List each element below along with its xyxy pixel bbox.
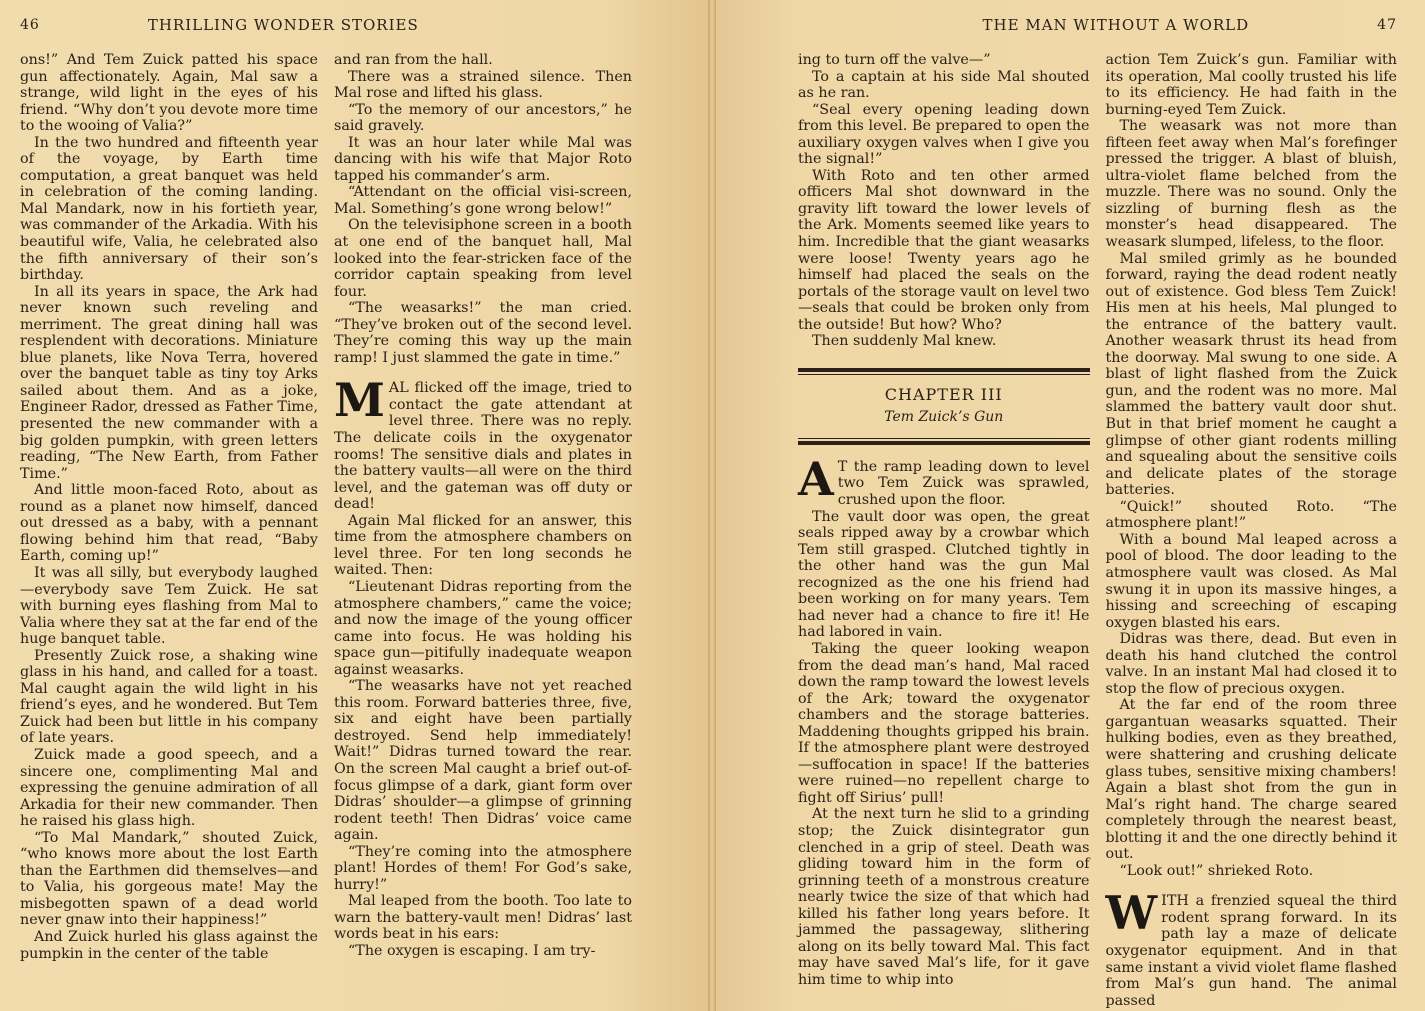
left-running-head [20,10,692,40]
dropcap-paragraph [1105,886,1398,1009]
paragraph: action Tem Zuick’s gun. Familiar with its operation, Mal coolly trusted his life to its efficiency. He had faith in the burning-eyed Tem Zuick. [1105,52,1397,118]
page-gutter [708,0,716,1011]
drop-cap-letter: M [334,373,385,428]
paragraph: Presently Zuick rose, a shaking wine glass in his hand, and called for a toast. Mal caught again the wild light in his friend’s eyes, and he wondered. But Tem Zuick had been but little in his company of late years. [20,647,318,747]
left-columns [20,52,692,962]
paragraph: Didras was there, dead. But even in death his hand clutched the control valve. In an instant Mal had closed it to stop the flow of precious oxygen. [1105,631,1397,697]
left-column-1 [20,52,318,962]
paragraph: It was all silly, but everybody laughed—everybody save Tem Zuick. He sat with burning eyes flashing from Mal to Valia where they sat at the far end of the huge banquet table. [20,564,318,648]
chapter-rule-bottom [798,438,1090,445]
dropcap-paragraph-text: AL flicked off the image, tried to contact the gate attendant at level three. There was no reply. The delicate coils in the oxygenator rooms! The sensitive dials and plates in the battery vaults—all were on the third level, and the gateman was off duty or dead! [334,380,632,513]
paragraph: “Lieutenant Didras reporting from the atmosphere chambers,” came the voice; and now the image of the young officer came into focus. He was holding his space gun—pitifully inadequate weapon against weasarks. [334,578,632,678]
paragraph: ing to turn off the valve—” [798,52,991,68]
chapter-title: CHAPTER III [884,384,1003,404]
dropcap-paragraph [334,373,632,513]
paragraph: ons!” And Tem Zuick patted his space gun affectionately. Again, Mal saw a strange, wild light in the eyes of his friend. “Why don’t you devote more time to the wooing of Valia?” [20,52,318,135]
paragraph: And little moon-faced Roto, about as round as a planet now himself, danced out dressed as a baby, with a pennant flowing behind him that read, “Baby Earth, coming up!” [20,482,318,565]
chapter-subtitle: Tem Zuick’s Gun [884,409,1004,426]
paragraph: “Look out!” shrieked Roto. [1119,862,1314,879]
drop-cap-letter: W [1105,886,1158,941]
right-running-title: THE MAN WITHOUT A WORLD [982,16,1250,34]
paragraph: At the next turn he slid to a grinding stop; the Zuick disintegrator gun clenched in a grip of steel. Death was gliding toward him in the form of grinning teeth of a monstrous creature nearly twice the size of that which had killed his father long years before. It jammed the passageway, slithering along on its belly toward Mal. This fact may have saved Mal’s life, for it gave him time to whip into [798,806,1090,988]
left-running-title: THRILLING WONDER STORIES [147,16,419,34]
paragraph: “Seal every opening leading down from this level. Be prepared to open the auxiliary oxygen valves when I give you the signal!” [798,101,1090,168]
paragraph: To a captain at his side Mal shouted as he ran. [798,68,1090,102]
paragraph: and ran from the hall. [334,52,493,68]
paragraph: And Zuick hurled his glass against the pumpkin in the center of the table [20,928,318,962]
left-column-2 [334,52,632,962]
paragraph: “The weasarks!” the man cried. “They’ve broken out of the second level. They’re coming this way up the main ramp! I just slammed the gate in time.” [334,300,632,366]
paragraph: “The weasarks have not yet reached this room. Forward batteries three, five, six and eight have been partially destroyed. Send help immediately! Wait!” Didras turned toward the rear. On the screen Mal caught a brief out-of-focus glimpse of a dark, giant form over Didras’ shoulder—a glimpse of grinning rodent teeth! Then Didras’ voice came again. [334,678,632,844]
right-running-head [798,10,1397,40]
paragraph: The weasark was not more than fifteen feet away when Mal’s forefinger pressed the trigger. A blast of bluish, ultra-violet flame belched from the muzzle. There was no sound. Only the sizzling of burning flesh as the monster’s head disappeared. The weasark slumped, lifeless, to the floor. [1105,118,1397,251]
paragraph: On the televisiphone screen in a booth at one end of the banquet hall, Mal looked into the fear-stricken face of the corridor captain speaking from level four. [334,217,632,300]
paragraph: At the far end of the room three gargantuan weasarks squatted. Their hulking bodies, even as they breathed, were shattering and crushing delicate glass tubes, sensitive mixing chambers! Again a blast shot from the gun in Mal’s right hand. The charge seared completely through the nearest beast, blotting it and the one directly behind it out. [1105,697,1397,863]
paragraph: “The oxygen is escaping. I am try- [348,942,596,959]
paragraph: Mal leaped from the booth. Too late to warn the battery-vault men! Didras’ last words beat in his ears: [334,893,632,943]
drop-cap-letter: A [798,451,834,506]
paragraph: “To Mal Mandark,” shouted Zuick, “who knows more about the lost Earth than the Earthmen did themselves—and to Valia, his gorgeous mate! May the misbegotten spawn of a dead world never gnaw into their happiness!” [20,829,318,929]
paragraph: With a bound Mal leaped across a pool of blood. The door leading to the atmosphere vault was closed. As Mal swung it in upon its massive hinges, a hissing and screeching of escaping oxygen blasted his ears. [1105,531,1397,631]
chapter-heading [798,368,1090,445]
right-page-number: 47 [1377,17,1397,33]
paragraph: Again Mal flicked for an answer, this time from the atmosphere chambers on level three. For ten long seconds he waited. Then: [334,512,632,579]
paragraph: “Quick!” shouted Roto. “The atmosphere plant!” [1105,498,1397,532]
paragraph: It was an hour later while Mal was dancing with his wife that Major Roto tapped his commander’s arm. [334,134,632,184]
right-columns [798,52,1397,1009]
chapter-rule-top [798,368,1090,375]
paragraph: “They’re coming into the atmosphere plant! Hordes of them! For God’s sake, hurry!” [334,843,632,893]
paragraph: The vault door was open, the great seals ripped away by a crowbar which Tem still grasped. Clutched tightly in the other hand was the gun Mal recognized as the one his friend had been working on for many years. Tem had never had a chance to fire it! He had labored in vain. [798,508,1090,641]
paragraph: Zuick made a good speech, and a sincere one, complimenting Mal and expressing the genuine admiration of all Arkadia for their new commander. Then he raised his glass high. [20,746,318,830]
left-page [0,0,708,1011]
paragraph: Mal smiled grimly as he bounded forward, raying the dead rodent neatly out of existence. God bless Tem Zuick! His men at his heels, Mal plunged to the entrance of the battery vault. Another weasark thrust its head from the doorway. Mal swung to one side. A blast of light flashed from the Zuick gun, and the rodent was no more. Mal slammed the battery vault door shut. But in that brief moment he caught a glimpse of other giant rodents milling and squealing about the sensitive coils and delicate plates of the storage batteries. [1105,250,1397,499]
right-column-2 [1106,52,1398,1009]
paragraph: “Attendant on the official visi-screen, Mal. Something’s gone wrong below!” [334,184,632,217]
paragraph: Taking the queer looking weapon from the dead man’s hand, Mal raced down the ramp toward the lowest levels of the Ark; toward the oxygenator chambers and the storage batteries. Maddening thoughts gripped his brain. If the atmosphere plant were destroyed—suffocation in space! If the batteries were ruined—no repellent charge to fight off Sirius’ pull! [798,640,1090,806]
paragraph: In all its years in space, the Ark had never known such reveling and merriment. The great dining hall was resplendent with decorations. Miniature blue planets, like Nova Terra, hovered over the banquet table as tiny toy Arks sailed about them. And as a joke, Engineer Rador, dressed as Father Time, presented the new commander with a big golden pumpkin, with green letters reading, “The New Earth, from Father Time.” [20,283,318,482]
paragraph: In the two hundred and fifteenth year of the voyage, by Earth time computation, a great banquet was held in celebration of the coming landing. Mal Mandark, now in his fortieth year, was commander of the Arkadia. With his beautiful wife, Valia, he celebrated also the fifth anniversary of their son’s birthday. [20,134,318,284]
right-column-1 [798,52,1090,1009]
dropcap-paragraph-text: ITH a frenzied squeal the third rodent sprang forward. In its path lay a maze of delicate oxygenator equipment. And in that same instant a vivid violet flame flashed from Mal’s gun hand. The animal passed [1105,893,1397,1009]
paragraph: “To the memory of our ancestors,” he said gravely. [334,101,632,135]
paragraph: Then suddenly Mal knew. [812,333,997,350]
dropcap-paragraph-text: T the ramp leading down to level two Tem Zuick was sprawled, crushed upon the floor. [837,458,1090,509]
left-page-number: 46 [20,17,40,33]
paragraph: With Roto and ten other armed officers Mal shot downward in the gravity lift toward the lower levels of the Ark. Moments seemed like years to him. Incredible that the giant weasarks were loose! Twenty years ago he himself had placed the seals on the portals of the storage vault on level two—seals that could be broken only from the outside! But how? Who? [798,167,1090,333]
paragraph: There was a strained silence. Then Mal rose and lifted his glass. [334,68,632,102]
dropcap-paragraph [798,451,1090,509]
right-page [716,0,1425,1011]
